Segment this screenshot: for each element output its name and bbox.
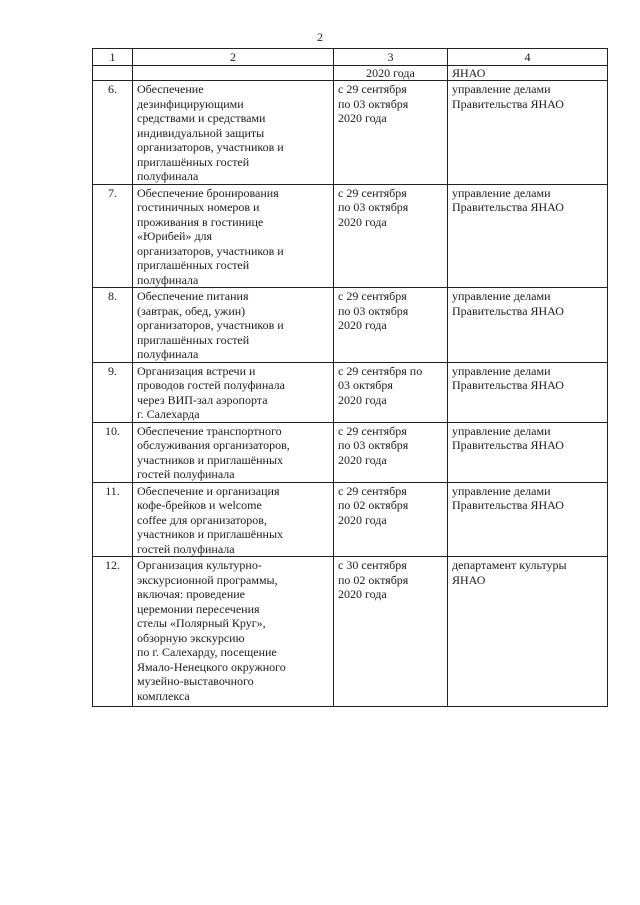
dates-text: с 29 сентября по 03 октября 2020 года <box>338 423 409 467</box>
row-number: 9. <box>93 362 133 422</box>
table-row <box>93 422 608 482</box>
responsible-text: департамент культуры ЯНАО <box>452 558 567 587</box>
page-number: 2 <box>317 30 323 44</box>
event-text: Обеспечение дезинфицирующими средствами и средствами индивидуальной защиты организаторов, участников и приглашённых гостей полуфинала <box>137 82 284 183</box>
event-cell <box>133 422 334 482</box>
column-header-responsible: 4 <box>448 49 608 66</box>
table-row <box>93 362 608 422</box>
event-text: Обеспечение бронирования гостиничных номеров и проживания в гостинице «Юрибей» для организаторов, участников и приглашённых гостей полуфинала <box>137 185 284 287</box>
dates-text: с 29 сентября по 03 октября 2020 года <box>338 289 409 332</box>
event-cell <box>133 81 334 185</box>
row-number: 8. <box>93 288 133 363</box>
column-header-event: 2 <box>133 49 334 66</box>
column-header-dates: 3 <box>334 49 448 66</box>
dates-cell <box>334 557 448 707</box>
responsible-cell <box>448 81 608 185</box>
dates-cell: 2020 года <box>334 65 448 81</box>
dates-text: с 29 сентября по 03 октября 2020 года <box>338 363 423 407</box>
event-cell <box>133 184 334 288</box>
row-number: 11. <box>93 482 133 557</box>
dates-cell <box>334 81 448 185</box>
responsible-text: управление делами Правительства ЯНАО <box>452 82 564 111</box>
dates-text: с 29 сентября по 02 октября 2020 года <box>338 483 409 527</box>
dates-text: с 29 сентября по 03 октября 2020 года <box>338 82 409 125</box>
responsible-text: управление делами Правительства ЯНАО <box>452 483 564 512</box>
event-text: Обеспечение и организация кофе-брейков и welcome coffee для организаторов, участников и приглашённых гостей полуфинала <box>137 483 284 556</box>
responsible-text: управление делами Правительства ЯНАО <box>452 423 564 452</box>
responsible-text: управление делами Правительства ЯНАО <box>452 289 564 318</box>
event-text: Организация культурно- экскурсионной программы, включая: проведение церемонии пересечения стелы «Полярный Круг», обзорную экскурсию по г. Салехарду, посещение Ямало-Ненецкого окружного музейно-выставочного комплекса <box>137 558 286 703</box>
event-cell <box>133 362 334 422</box>
row-number: 12. <box>93 557 133 707</box>
responsible-cell <box>448 422 608 482</box>
event-text: Обеспечение транспортного обслуживания организаторов, участников и приглашённых гостей полуфинала <box>137 423 290 481</box>
responsible-cell <box>448 362 608 422</box>
row-number <box>93 65 133 81</box>
dates-cell <box>334 184 448 288</box>
event-cell <box>133 288 334 363</box>
events-table <box>92 48 608 707</box>
column-header-number: 1 <box>93 49 133 66</box>
dates-cell <box>334 482 448 557</box>
dates-cell <box>334 422 448 482</box>
row-number: 7. <box>93 184 133 288</box>
responsible-cell: ЯНАО <box>448 65 608 81</box>
table-header-row <box>93 49 608 66</box>
table-row <box>93 482 608 557</box>
event-text: Организация встречи и проводов гостей полуфинала через ВИП-зал аэропорта г. Салехарда <box>137 363 285 421</box>
row-number: 10. <box>93 422 133 482</box>
table-row <box>93 557 608 707</box>
responsible-text: управление делами Правительства ЯНАО <box>452 363 564 392</box>
event-text: Обеспечение питания (завтрак, обед, ужин) организаторов, участников и приглашённых гостей полуфинала <box>137 289 284 361</box>
table-row <box>93 288 608 363</box>
table-row <box>93 184 608 288</box>
responsible-cell <box>448 557 608 707</box>
dates-text: с 30 сентября по 02 октября 2020 года <box>338 558 409 601</box>
event-cell <box>133 557 334 707</box>
dates-cell <box>334 362 448 422</box>
table-row <box>93 81 608 185</box>
dates-cell <box>334 288 448 363</box>
responsible-cell <box>448 288 608 363</box>
row-number: 6. <box>93 81 133 185</box>
responsible-cell <box>448 184 608 288</box>
responsible-text: управление делами Правительства ЯНАО <box>452 185 564 214</box>
carryover-row <box>93 65 608 81</box>
event-cell <box>133 482 334 557</box>
event-cell <box>133 65 334 81</box>
responsible-cell <box>448 482 608 557</box>
dates-text: с 29 сентября по 03 октября 2020 года <box>338 185 409 229</box>
